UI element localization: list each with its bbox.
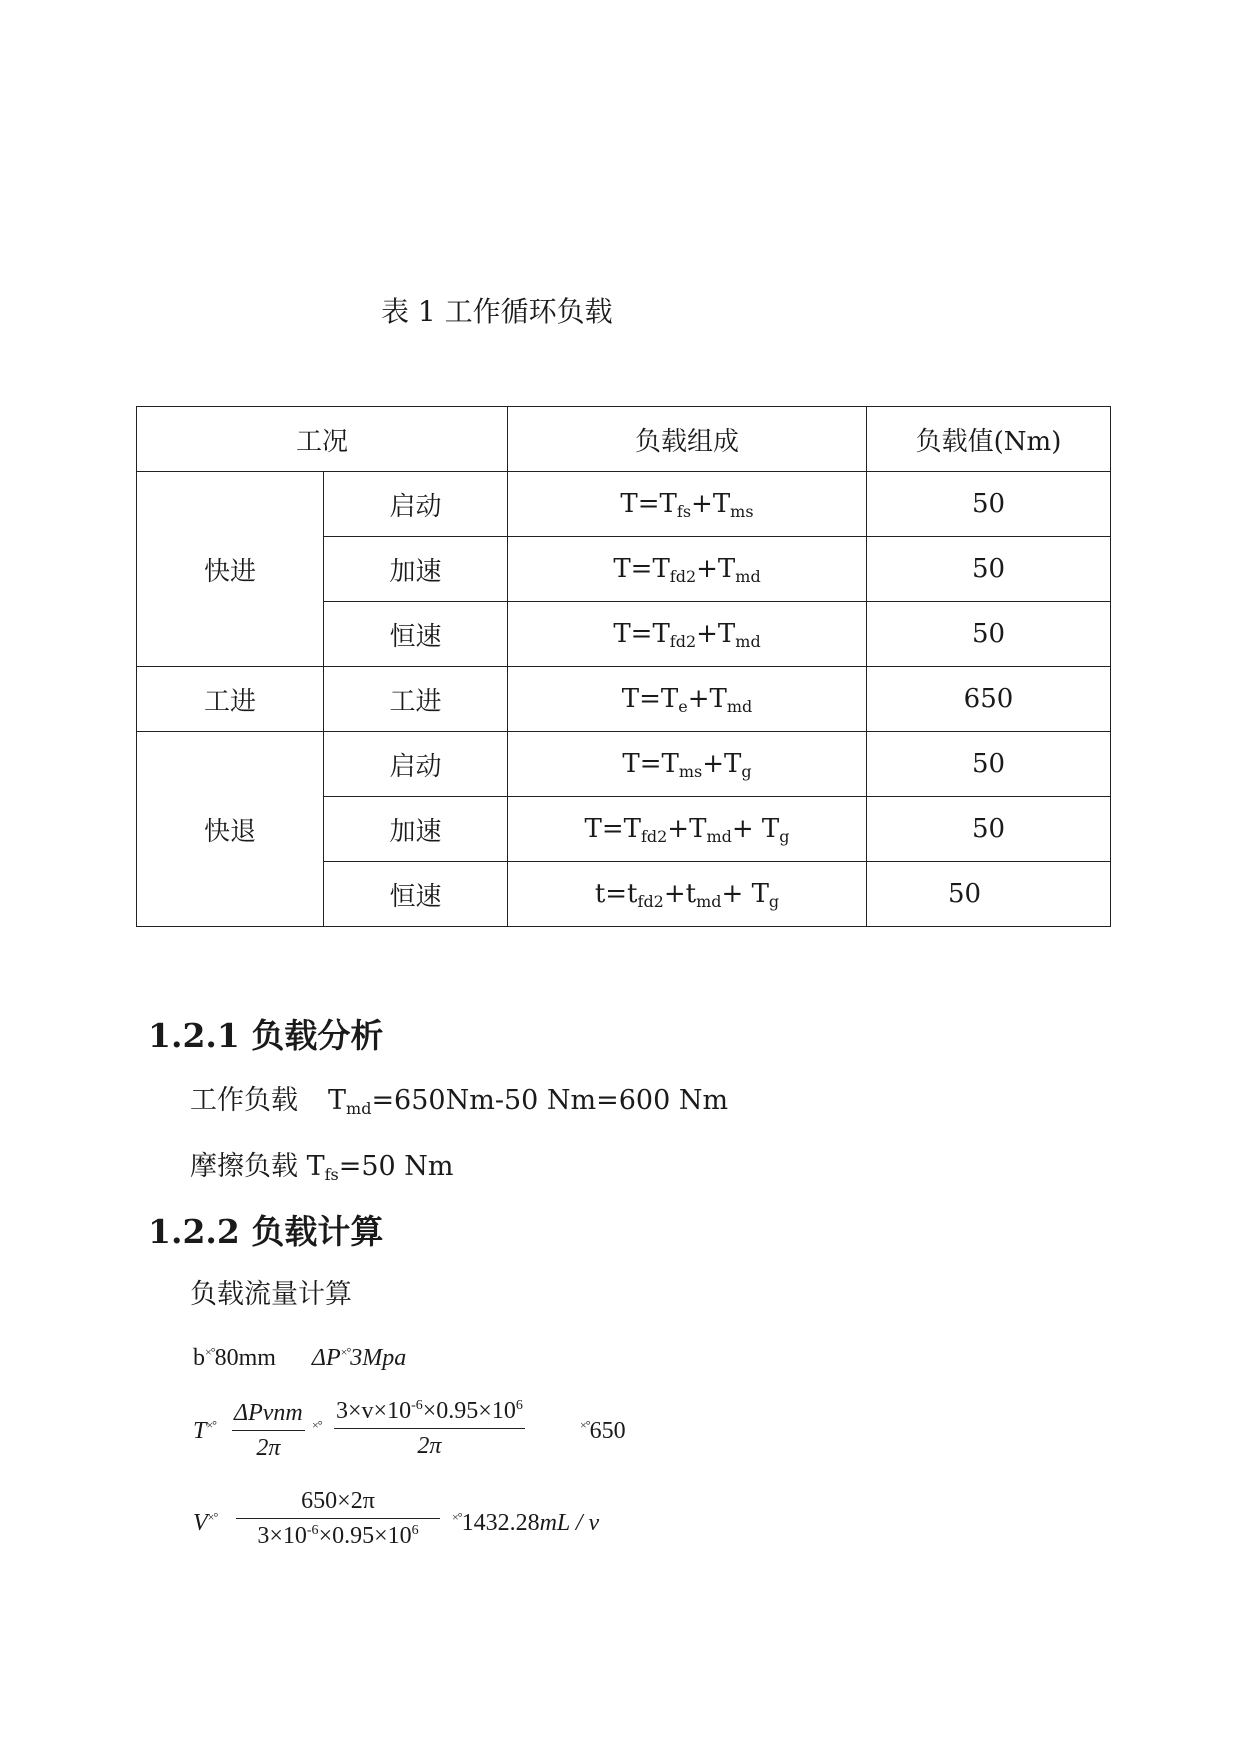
table-caption: 表 1 工作循环负载 bbox=[381, 295, 613, 328]
row-formula: $T=T_{ms}+T_g$ bbox=[508, 732, 867, 797]
row-condition: 恒速 bbox=[324, 602, 508, 667]
row-value: 50 bbox=[867, 602, 1111, 667]
row-value: 50 bbox=[867, 472, 1111, 537]
work-load-expr: =650Nm-50 Nm=600 Nm bbox=[371, 1085, 729, 1116]
group-name-fast-return: 快退 bbox=[137, 732, 324, 927]
section-heading-load-analysis: 1.2.1 负载分析 bbox=[148, 1016, 384, 1055]
row-condition: 加速 bbox=[324, 797, 508, 862]
load-table bbox=[136, 406, 1111, 927]
header-composition: 负载组成 bbox=[508, 407, 867, 472]
friction-load-label: 摩擦负载 T bbox=[190, 1151, 325, 1182]
equation-torque-result: ×°650 bbox=[580, 1418, 626, 1444]
row-value: 50 bbox=[867, 732, 1111, 797]
row-value: 50 bbox=[867, 797, 1111, 862]
row-formula: $T=T_e+T_{md}$ bbox=[508, 667, 867, 732]
group-name-fast-forward: 快进 bbox=[137, 472, 324, 667]
row-condition: 工进 bbox=[324, 667, 508, 732]
header-value: 负载值(Nm) bbox=[867, 407, 1111, 472]
flow-calc-intro: 负载流量计算 bbox=[190, 1279, 352, 1310]
fraction-volume: $\frac{650\times 2\pi}{3\times 10^{-6}\times 0.95\times 10^6}$ bbox=[236, 1488, 440, 1550]
row-condition: 加速 bbox=[324, 537, 508, 602]
fraction-torque-expansion: $\frac{3\times v\times 10^{-6}\times 0.95\times 10^6}{2\pi}$ bbox=[336, 1398, 523, 1459]
header-condition: 工况 bbox=[137, 407, 508, 472]
equation-b-dp: b×°80mm ΔP×°3Mpa bbox=[193, 1345, 407, 1371]
row-value: 50 bbox=[867, 537, 1111, 602]
row-formula: $T=T_{fs}+T_{ms}$ bbox=[508, 472, 867, 537]
row-value: 650 bbox=[867, 667, 1111, 732]
equation-torque-lhs: T×° bbox=[193, 1418, 216, 1444]
equation-volume-lhs: V×° bbox=[193, 1510, 218, 1536]
row-condition: 启动 bbox=[324, 472, 508, 537]
row-condition: 启动 bbox=[324, 732, 508, 797]
table-row bbox=[137, 667, 1111, 732]
row-value: 50 bbox=[867, 862, 1111, 927]
table-row bbox=[137, 732, 1111, 797]
equation-eq-mark: ×° bbox=[312, 1418, 322, 1432]
fraction-dpvnm: ΔPvnm 2π bbox=[234, 1400, 303, 1461]
table-row bbox=[137, 472, 1111, 537]
work-load-label: 工作负载 bbox=[190, 1085, 298, 1116]
equation-volume-result: ×°1432.28mL / v bbox=[452, 1510, 600, 1536]
row-formula: $T=T_{fd2}+T_{md}+ T_g$ bbox=[508, 797, 867, 862]
work-load-line: 工作负载 $T_{md}=650Nm-50$ Nm=600 Nm bbox=[190, 1085, 729, 1118]
row-formula: $T=T_{fd2}+T_{md}$ bbox=[508, 537, 867, 602]
section-heading-load-calc: 1.2.2 负载计算 bbox=[148, 1212, 384, 1251]
group-name-work-feed: 工进 bbox=[137, 667, 324, 732]
friction-load-expr: =50 Nm bbox=[338, 1151, 454, 1182]
table-header-row bbox=[137, 407, 1111, 472]
row-formula: $T=T_{fd2}+T_{md}$ bbox=[508, 602, 867, 667]
friction-load-line: 摩擦负载 $T_{fs}=50$ Nm bbox=[190, 1151, 454, 1184]
row-condition: 恒速 bbox=[324, 862, 508, 927]
row-formula: $t=t_{fd2}+t_{md}+ T_g$ bbox=[508, 862, 867, 927]
